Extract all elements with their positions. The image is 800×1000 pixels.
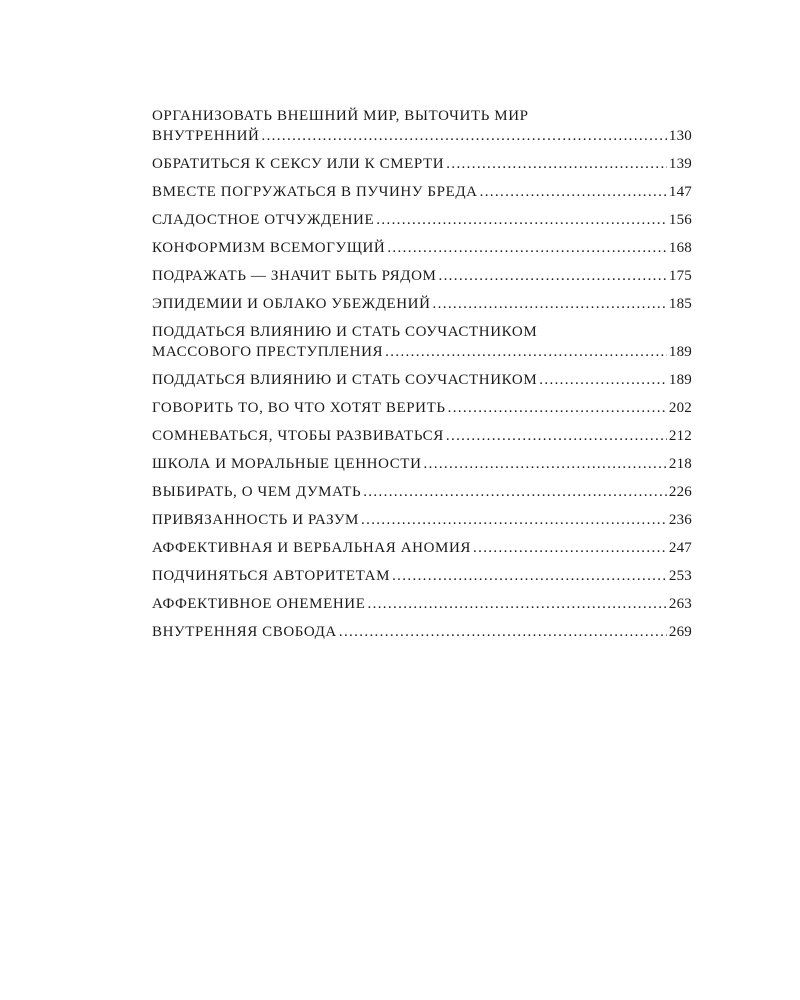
toc-page-number: 168 — [668, 240, 692, 256]
dot-leader — [448, 398, 667, 418]
table-of-contents — [152, 106, 692, 650]
dot-leader — [385, 342, 667, 362]
toc-entry-title: ГОВОРИТЬ ТО, ВО ЧТО ХОТЯТ ВЕРИТЬ — [152, 400, 446, 416]
toc-entry-title: ПОДЧИНЯТЬСЯ АВТОРИТЕТАМ — [152, 568, 391, 584]
dot-leader — [446, 154, 667, 174]
toc-entry[interactable] — [152, 266, 692, 286]
dot-leader — [424, 454, 667, 474]
toc-page-number: 189 — [668, 372, 692, 388]
toc-entry[interactable] — [152, 538, 692, 558]
dot-leader — [438, 266, 666, 286]
toc-entry[interactable] — [152, 106, 692, 146]
dot-leader — [363, 482, 667, 502]
toc-entry-title: СЛАДОСТНОЕ ОТЧУЖДЕНИЕ — [152, 212, 375, 228]
toc-page-number: 247 — [668, 540, 692, 556]
toc-page-number: 189 — [668, 344, 692, 360]
toc-page-number: 202 — [668, 400, 692, 416]
toc-entry-title: ШКОЛА И МОРАЛЬНЫЕ ЦЕННОСТИ — [152, 456, 422, 472]
toc-entry-title: ПОДДАТЬСЯ ВЛИЯНИЮ И СТАТЬ СОУЧАСТНИКОМ — [152, 372, 538, 388]
toc-entry-title: ВНУТРЕННИЙ — [152, 128, 260, 144]
toc-entry[interactable] — [152, 398, 692, 418]
toc-entry-title: ПОДДАТЬСЯ ВЛИЯНИЮ И СТАТЬ СОУЧАСТНИКОМ — [152, 324, 538, 340]
toc-page-number: 212 — [668, 428, 692, 444]
toc-entry-title: КОНФОРМИЗМ ВСЕМОГУЩИЙ — [152, 240, 386, 256]
toc-page-number: 236 — [668, 512, 692, 528]
toc-page-number: 139 — [668, 156, 692, 172]
toc-entry[interactable] — [152, 370, 692, 390]
toc-entry-title: СОМНЕВАТЬСЯ, ЧТОБЫ РАЗВИВАТЬСЯ — [152, 428, 444, 444]
dot-leader — [368, 594, 667, 614]
toc-page-number: 156 — [668, 212, 692, 228]
dot-leader — [473, 538, 667, 558]
dot-leader — [446, 426, 667, 446]
toc-entry[interactable] — [152, 594, 692, 614]
toc-page-number: 185 — [668, 296, 692, 312]
toc-entry[interactable] — [152, 510, 692, 530]
toc-entry-title: ВЫБИРАТЬ, О ЧЕМ ДУМАТЬ — [152, 484, 362, 500]
dot-leader — [339, 622, 667, 642]
toc-entry-title: ВМЕСТЕ ПОГРУЖАТЬСЯ В ПУЧИНУ БРЕДА — [152, 184, 478, 200]
toc-page-number: 130 — [668, 128, 692, 144]
toc-entry[interactable] — [152, 182, 692, 202]
dot-leader — [261, 126, 666, 146]
toc-entry-title: АФФЕКТИВНАЯ И ВЕРБАЛЬНАЯ АНОМИЯ — [152, 540, 471, 556]
toc-entry-title: ПОДРАЖАТЬ — ЗНАЧИТ БЫТЬ РЯДОМ — [152, 268, 437, 284]
toc-page-number: 218 — [668, 456, 692, 472]
toc-entry-title: ПРИВЯЗАННОСТЬ И РАЗУМ — [152, 512, 359, 528]
toc-entry-title: ЭПИДЕМИИ И ОБЛАКО УБЕЖДЕНИЙ — [152, 296, 431, 312]
toc-page-number: 175 — [668, 268, 692, 284]
dot-leader — [387, 238, 667, 258]
toc-entry[interactable] — [152, 426, 692, 446]
toc-entry[interactable] — [152, 210, 692, 230]
toc-page-number: 226 — [668, 484, 692, 500]
toc-entry[interactable] — [152, 154, 692, 174]
toc-entry[interactable] — [152, 622, 692, 642]
toc-entry[interactable] — [152, 238, 692, 258]
dot-leader — [480, 182, 667, 202]
toc-entry-title: ВНУТРЕННЯЯ СВОБОДА — [152, 624, 337, 640]
toc-entry[interactable] — [152, 294, 692, 314]
toc-entry[interactable] — [152, 482, 692, 502]
dot-leader — [361, 510, 667, 530]
toc-page-number: 253 — [668, 568, 692, 584]
toc-entry-title: ОБРАТИТЬСЯ К СЕКСУ ИЛИ К СМЕРТИ — [152, 156, 445, 172]
toc-page-number: 147 — [668, 184, 692, 200]
toc-entry-title: МАССОВОГО ПРЕСТУПЛЕНИЯ — [152, 344, 384, 360]
toc-page-number: 263 — [668, 596, 692, 612]
toc-entry[interactable] — [152, 566, 692, 586]
toc-entry-title: АФФЕКТИВНОЕ ОНЕМЕНИЕ — [152, 596, 366, 612]
dot-leader — [539, 370, 667, 390]
toc-page-number: 269 — [668, 624, 692, 640]
dot-leader — [392, 566, 667, 586]
dot-leader — [433, 294, 667, 314]
dot-leader — [376, 210, 667, 230]
toc-entry-title: ОРГАНИЗОВАТЬ ВНЕШНИЙ МИР, ВЫТОЧИТЬ МИР — [152, 108, 529, 124]
toc-entry[interactable] — [152, 322, 692, 362]
toc-entry[interactable] — [152, 454, 692, 474]
